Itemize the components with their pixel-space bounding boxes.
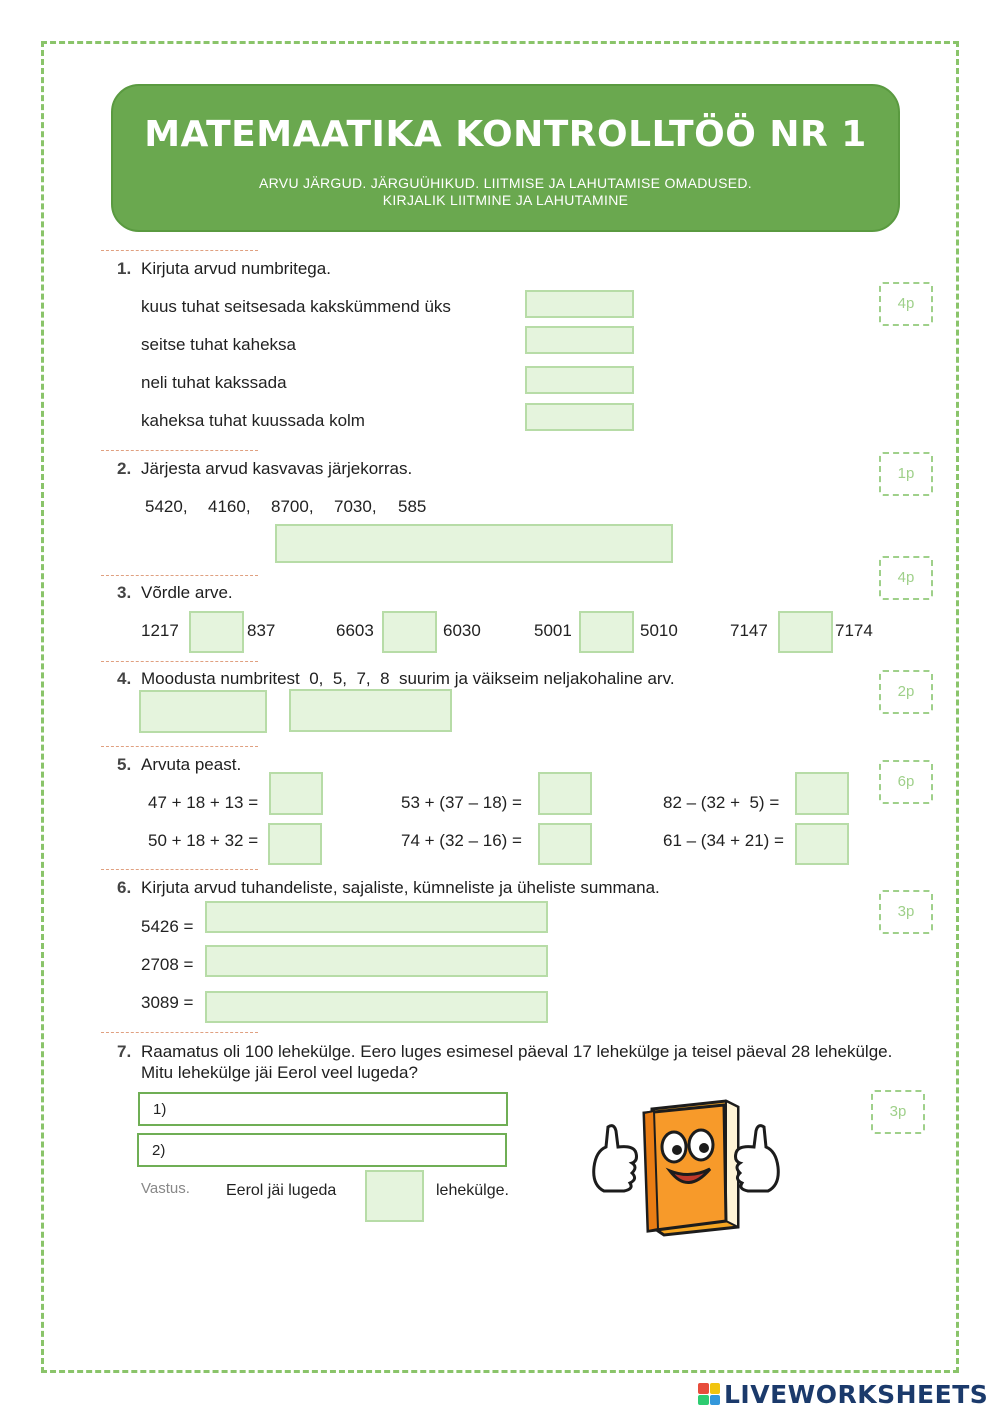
q5-expression: 53 + (37 – 18) =	[401, 793, 522, 812]
q5-expression: 50 + 18 + 32 =	[148, 831, 259, 850]
header-banner	[111, 84, 900, 232]
q3-right-number: 5010	[640, 621, 678, 640]
separator	[101, 746, 258, 747]
thumbs-up-right-icon	[736, 1126, 779, 1191]
q1-item-label: kuus tuhat seitsesada kakskümmend üks	[141, 297, 451, 316]
q3-left-number: 6603	[336, 621, 374, 640]
q5-expression: 61 – (34 + 21) =	[663, 831, 784, 850]
q1-item-label: kaheksa tuhat kuussada kolm	[141, 411, 365, 430]
q6-score-badge: 3p	[879, 890, 933, 934]
separator	[101, 575, 258, 576]
q7-answer-suffix: lehekülge.	[436, 1182, 509, 1199]
q3-left-number: 5001	[534, 621, 572, 640]
question-5-text: Arvuta peast.	[141, 755, 242, 774]
question-6-text: Kirjuta arvud tuhandeliste, sajaliste, kümneliste ja üheliste summana.	[141, 878, 660, 897]
q2-number: 585	[398, 497, 427, 516]
separator	[101, 450, 258, 451]
q7-answer-input[interactable]	[365, 1170, 424, 1222]
separator	[101, 1032, 258, 1033]
q5-answer-input[interactable]	[538, 823, 592, 865]
q3-right-number: 837	[247, 621, 276, 640]
q5-score-badge: 6p	[879, 760, 933, 804]
q3-compare-input[interactable]	[778, 611, 833, 653]
question-6-number: 6.	[117, 878, 132, 897]
q7-step-1-label: 1)	[153, 1101, 167, 1118]
q1-answer-input[interactable]	[525, 290, 634, 318]
q1-answer-input[interactable]	[525, 403, 634, 431]
q3-compare-input[interactable]	[382, 611, 437, 653]
q6-answer-input[interactable]	[205, 945, 548, 977]
question-2-number: 2.	[117, 459, 132, 478]
liveworksheets-logo	[698, 1378, 988, 1410]
q3-right-number: 7174	[835, 621, 873, 640]
q3-compare-input[interactable]	[189, 611, 244, 653]
liveworksheets-logo-icon	[698, 1383, 720, 1405]
q5-answer-input[interactable]	[538, 772, 592, 815]
q1-item-label: seitse tuhat kaheksa	[141, 335, 296, 354]
q2-answer-input[interactable]	[275, 524, 673, 563]
page-title: MATEMAATIKA KONTROLLTÖÖ NR 1	[144, 114, 867, 155]
question-3-text: Võrdle arve.	[141, 583, 233, 602]
question-3-number: 3.	[117, 583, 132, 602]
question-7-text-line-1: Raamatus oli 100 lehekülge. Eero luges esimesel päeval 17 lehekülge ja teisel päeval 28 lehekülge.	[141, 1042, 893, 1061]
q2-score-badge: 1p	[879, 452, 933, 496]
q5-answer-input[interactable]	[269, 772, 323, 815]
q7-step-2-input[interactable]	[137, 1133, 507, 1167]
q3-compare-input[interactable]	[579, 611, 634, 653]
q7-answer-prefix: Eerol jäi lugeda	[226, 1182, 337, 1199]
separator	[101, 250, 258, 251]
thumbs-up-left-icon	[594, 1126, 637, 1191]
q7-step-2-label: 2)	[152, 1142, 166, 1159]
q4-smallest-input[interactable]	[289, 689, 452, 732]
question-7-number: 7.	[117, 1042, 132, 1061]
q6-answer-input[interactable]	[205, 901, 548, 933]
q4-score-badge: 2p	[879, 670, 933, 714]
q2-number: 8700,	[271, 497, 314, 516]
q1-item-label: neli tuhat kakssada	[141, 373, 287, 392]
subtitle-line-2: KIRJALIK LIITMINE JA LAHUTAMINE	[382, 192, 629, 208]
book-mascot-illustration	[586, 1095, 786, 1240]
q2-number: 7030,	[334, 497, 377, 516]
question-1-number: 1.	[117, 259, 132, 278]
q5-expression: 47 + 18 + 13 =	[148, 793, 259, 812]
q7-step-1-input[interactable]	[138, 1092, 508, 1126]
q1-answer-input[interactable]	[525, 366, 634, 394]
brand-name: LIVEWORKSHEETS	[724, 1379, 989, 1409]
q2-number: 5420,	[145, 497, 188, 516]
q1-answer-input[interactable]	[525, 326, 634, 354]
q4-largest-input[interactable]	[139, 690, 267, 733]
question-2-text: Järjesta arvud kasvavas järjekorras.	[141, 459, 413, 478]
question-1-text: Kirjuta arvud numbritega.	[141, 259, 331, 278]
q7-answer-label: Vastus.	[141, 1180, 190, 1197]
subtitle-line-1: ARVU JÄRGUD. JÄRGUÜHIKUD. LIITMISE JA LAHUTAMISE OMADUSED.	[259, 175, 752, 191]
q6-answer-input[interactable]	[205, 991, 548, 1023]
q2-number: 4160,	[208, 497, 251, 516]
separator	[101, 661, 258, 662]
question-4-number: 4.	[117, 669, 132, 688]
q5-answer-input[interactable]	[268, 823, 322, 865]
q6-item-label: 2708 =	[141, 955, 194, 974]
q5-answer-input[interactable]	[795, 772, 849, 815]
q1-score-badge: 4p	[879, 282, 933, 326]
q3-right-number: 6030	[443, 621, 481, 640]
q6-item-label: 3089 =	[141, 993, 194, 1012]
q3-left-number: 1217	[141, 621, 179, 640]
question-5-number: 5.	[117, 755, 132, 774]
question-4-text: Moodusta numbritest 0, 5, 7, 8 suurim ja väikseim neljakohaline arv.	[141, 669, 675, 688]
q3-score-badge: 4p	[879, 556, 933, 600]
q5-expression: 82 – (32 + 5) =	[663, 793, 780, 812]
q7-score-badge: 3p	[871, 1090, 925, 1134]
q3-left-number: 7147	[730, 621, 768, 640]
separator	[101, 869, 258, 870]
question-7-text-line-2: Mitu lehekülge jäi Eerol veel lugeda?	[141, 1063, 418, 1082]
q5-answer-input[interactable]	[795, 823, 849, 865]
q6-item-label: 5426 =	[141, 917, 194, 936]
q5-expression: 74 + (32 – 16) =	[401, 831, 522, 850]
